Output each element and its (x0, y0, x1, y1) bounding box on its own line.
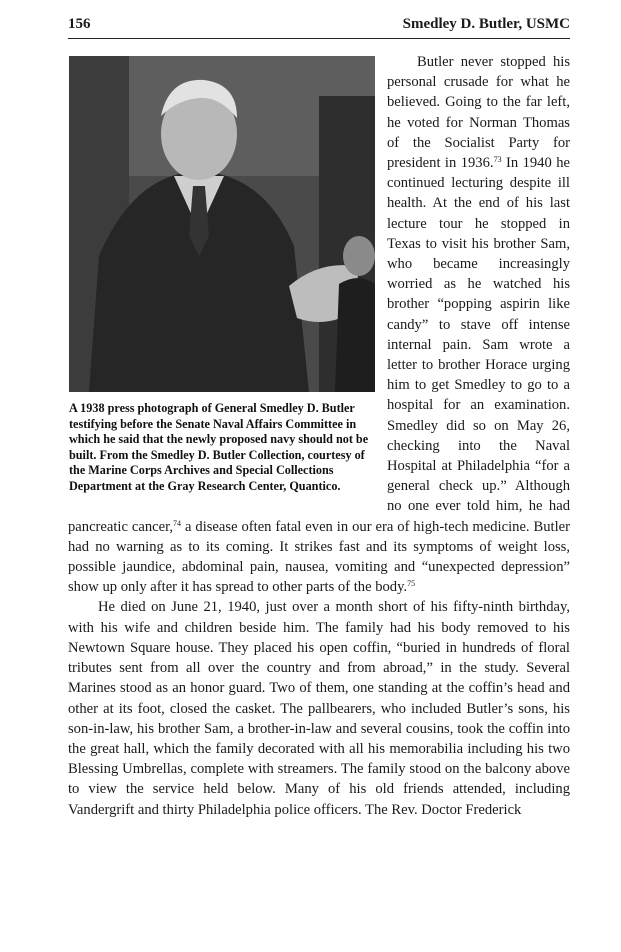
paragraph-1-part-b: In 1940 he continued lecturing despite ill health. At the end of his last lecture tour he stopped in Texas to visit his brother Sam, who became increasingly worried as he watched his brother “popping aspirin like candy” to stave off intense internal pain. Sam wrote a letter to brother Horace urging him to get Smedley to go to a hospital for an examination. Smedley did so on May 26, checking into the Naval Hospital at Philadelphia “for a general check up.” Although no one ever told him, he had pancreatic cancer, (68, 155, 570, 535)
page-header (68, 14, 570, 39)
paragraph-1-part-c: a disease often fatal even in our era of high-tech medicine. Butler had no warning as to its coming. It strikes fast and its symptoms of weight loss, possible jaundice, abdominal pain, nausea, vomiting and “unexpected depression” show up only after it has spread to other parts of the body. (68, 518, 570, 596)
figure-caption: A 1938 press photograph of General Smedley D. Butler testifying before the Senate Naval Affairs Committee in which he said that the newly proposed navy should not be built. From the Smedley D. Butler Collection, courtesy of the Marine Corps Archives and Special Collections Department at the Gray Research Center, Quantico. (69, 401, 369, 493)
footnote-ref-74: 74 (173, 518, 182, 528)
figure (69, 56, 375, 495)
footnote-ref-75: 75 (407, 579, 416, 589)
paragraph-1-part-a: Butler never stopped his personal crusade for what he believed. Going to the far left, he voted for Norman Thomas of the Socialist Party for president in 1936. (387, 54, 570, 172)
paragraph-2: He died on June 21, 1940, just over a month short of his fifty-ninth birthday, with his wife and children beside him. The family had his body removed to his Newtown Square house. They placed his open coffin, “buried in hundreds of floral tributes sent from all over the country and from abroad,” in the study. Several Marines stood as an honor guard. Two of them, one standing at the coffin’s head and other at its foot, closed the casket. The pallbearers, who included Butler’s sons, his son-in-law, his brother Sam, a brother-in-law and several cousins, took the coffin into the great hall, which the family decorated with all his memorabilia including his two Blessing Umbrellas, complete with streamers. The family stood on the balcony above to view the service held below. Many of his old friends attended, including Vandergrift and thirty Philadelphia police officers. The Rev. Doctor Frederick (68, 599, 570, 818)
body-text (68, 52, 570, 820)
page-number: 156 (68, 16, 91, 32)
photo-illustration (69, 56, 375, 392)
running-head: Smedley D. Butler, USMC (402, 16, 570, 32)
photograph (69, 56, 375, 392)
footnote-ref-73: 73 (493, 155, 502, 165)
